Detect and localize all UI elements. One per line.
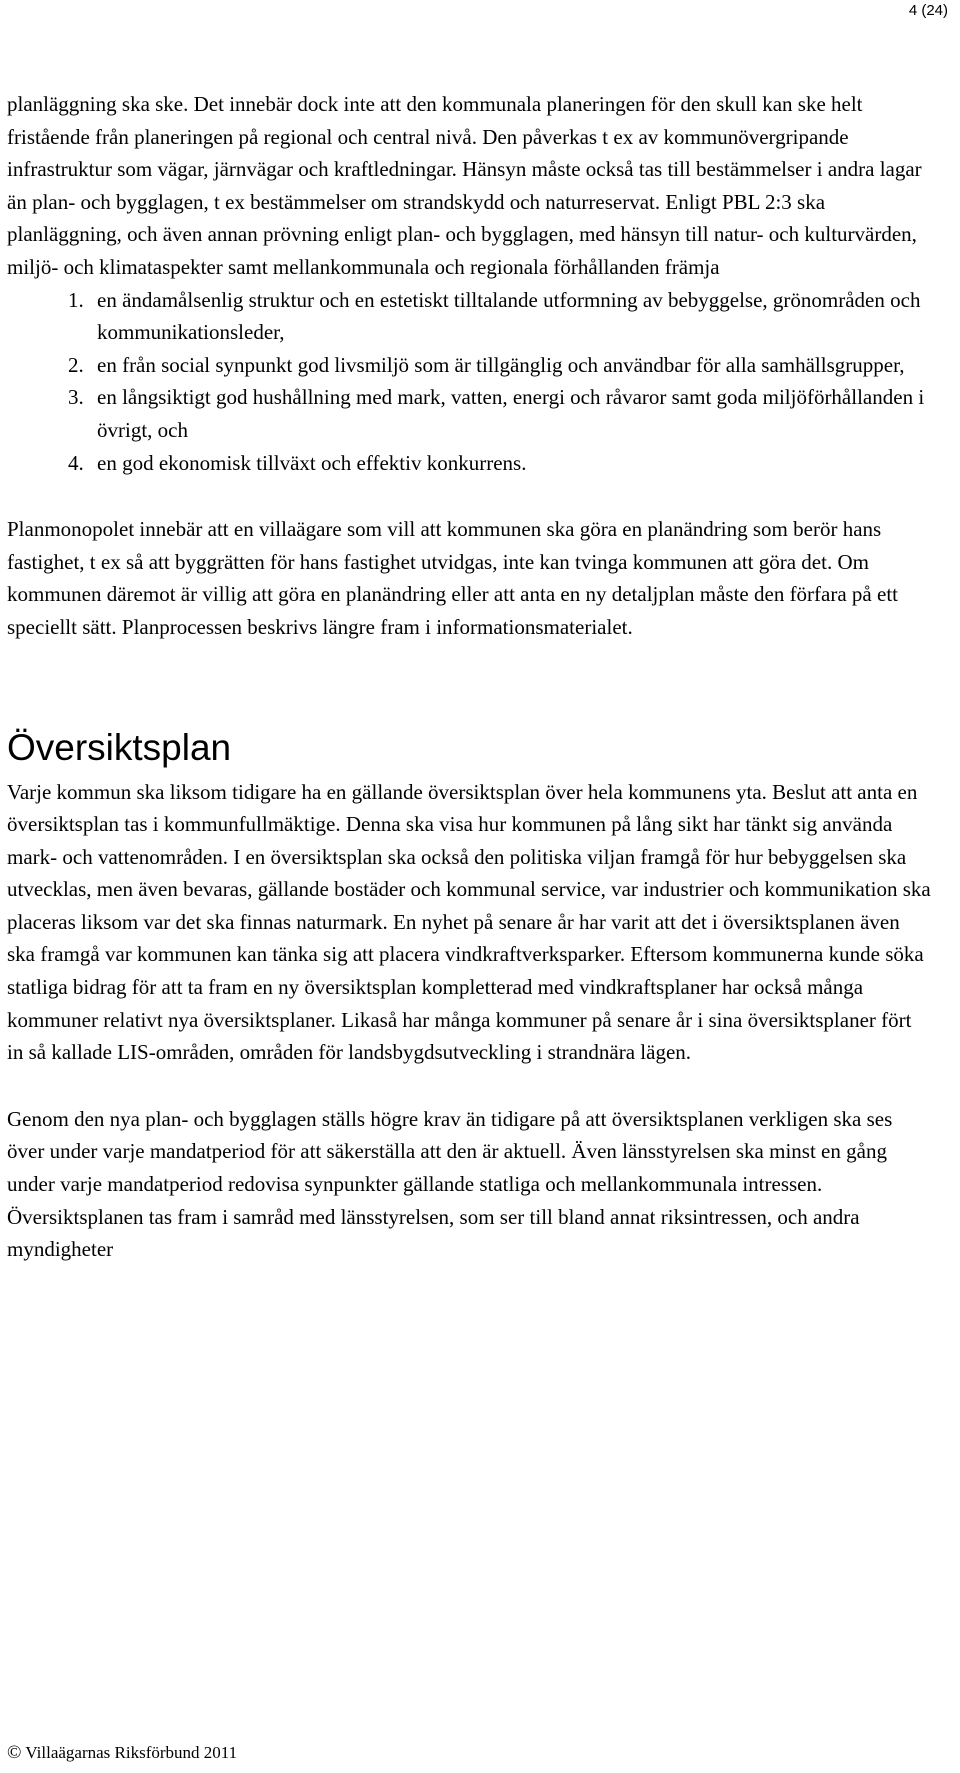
list-item: 3. en långsiktigt god hushållning med mark, vatten, energi och råvaror samt goda miljöförhållanden i övrigt, och [89, 381, 932, 446]
criteria-list [7, 284, 932, 480]
list-item: 4. en god ekonomisk tillväxt och effektiv konkurrens. [89, 447, 932, 480]
intro-paragraph: planläggning ska ske. Det innebär dock inte att den kommunala planeringen för den skull kan ske helt fristående från planeringen på regional och central nivå. Den påverkas t ex av kommunövergripande infrastruktur som vägar, järnvägar och kraftledningar. Hänsyn måste också tas till bestämmelser i andra lagar än plan- och bygglagen, t ex bestämmelser om strandskydd och naturreservat. Enligt PBL 2:3 ska planläggning, och även annan prövning enligt plan- och bygglagen, med hänsyn till natur- och kulturvärden, miljö- och klimataspekter samt mellankommunala och regionala förhållanden främja [7, 92, 922, 279]
list-item: 1. en ändamålsenlig struktur och en estetiskt tilltalande utformning av bebyggelse, grönområden och kommunikationsleder, [89, 284, 932, 349]
document-body [7, 88, 932, 1266]
list-item: 2. en från social synpunkt god livsmiljö som är tillgänglig och användbar för alla samhällsgrupper, [89, 349, 932, 382]
planmonopol-paragraph: Planmonopolet innebär att en villaägare som vill att kommunen ska göra en planändring som berör hans fastighet, t ex så att byggrätten för hans fastighet utvidgas, inte kan tvinga kommunen att göra det. Om kommunen däremot är villig att göra en planändring eller att anta en ny detaljplan måste den förfara på ett speciellt sätt. Planprocessen beskrivs längre fram i informationsmaterialet. [7, 517, 898, 639]
footer-text: Villaägarnas Riksförbund 2011 [25, 1743, 238, 1762]
copyright-icon: © [7, 1742, 22, 1763]
section-heading: Översiktsplan [7, 726, 232, 768]
oversiktsplan-paragraph-2: Genom den nya plan- och bygglagen ställs högre krav än tidigare på att översiktsplanen verkligen ska ses över under varje mandatperiod för att säkerställa att den är aktuell. Även länsstyrelsen ska minst en gång under varje mandatperiod redovisa synpunkter gällande statliga och mellankommunala intressen. Översiktsplanen tas fram i samråd med länsstyrelsen, som ser till bland annat riksintressen, och andra myndigheter [7, 1106, 893, 1262]
oversiktsplan-paragraph-1: Varje kommun ska liksom tidigare ha en gällande översiktsplan över hela kommunens yta. Beslut att anta en översiktsplan tas i kommunfullmäktige. Denna ska visa hur kommunen på lång sikt har tänkt sig använda mark- och vattenområden. I en översiktsplan ska också den politiska viljan framgå för hur bebyggelsen ska utvecklas, men även bevaras, gällande bostäder och kommunal service, var industrier och kommunikation ska placeras liksom var det ska finnas naturmark. En nyhet på senare år har varit att det i översiktsplanen även ska framgå var kommunen kan tänka sig att placera vindkraftverksparker. Eftersom kommunerna kunde söka statliga bidrag för att ta fram en ny översiktsplan kompletterad med vindkraftsplaner har också många kommuner relativt nya översiktsplaner. Likaså har många kommuner på senare år i sina översiktsplaner fört in så kallade LIS-områden, områden för landsbygdsutveckling i strandnära lägen. [7, 779, 931, 1065]
footer [7, 1742, 237, 1764]
page-number: 4 (24) [908, 2, 948, 19]
